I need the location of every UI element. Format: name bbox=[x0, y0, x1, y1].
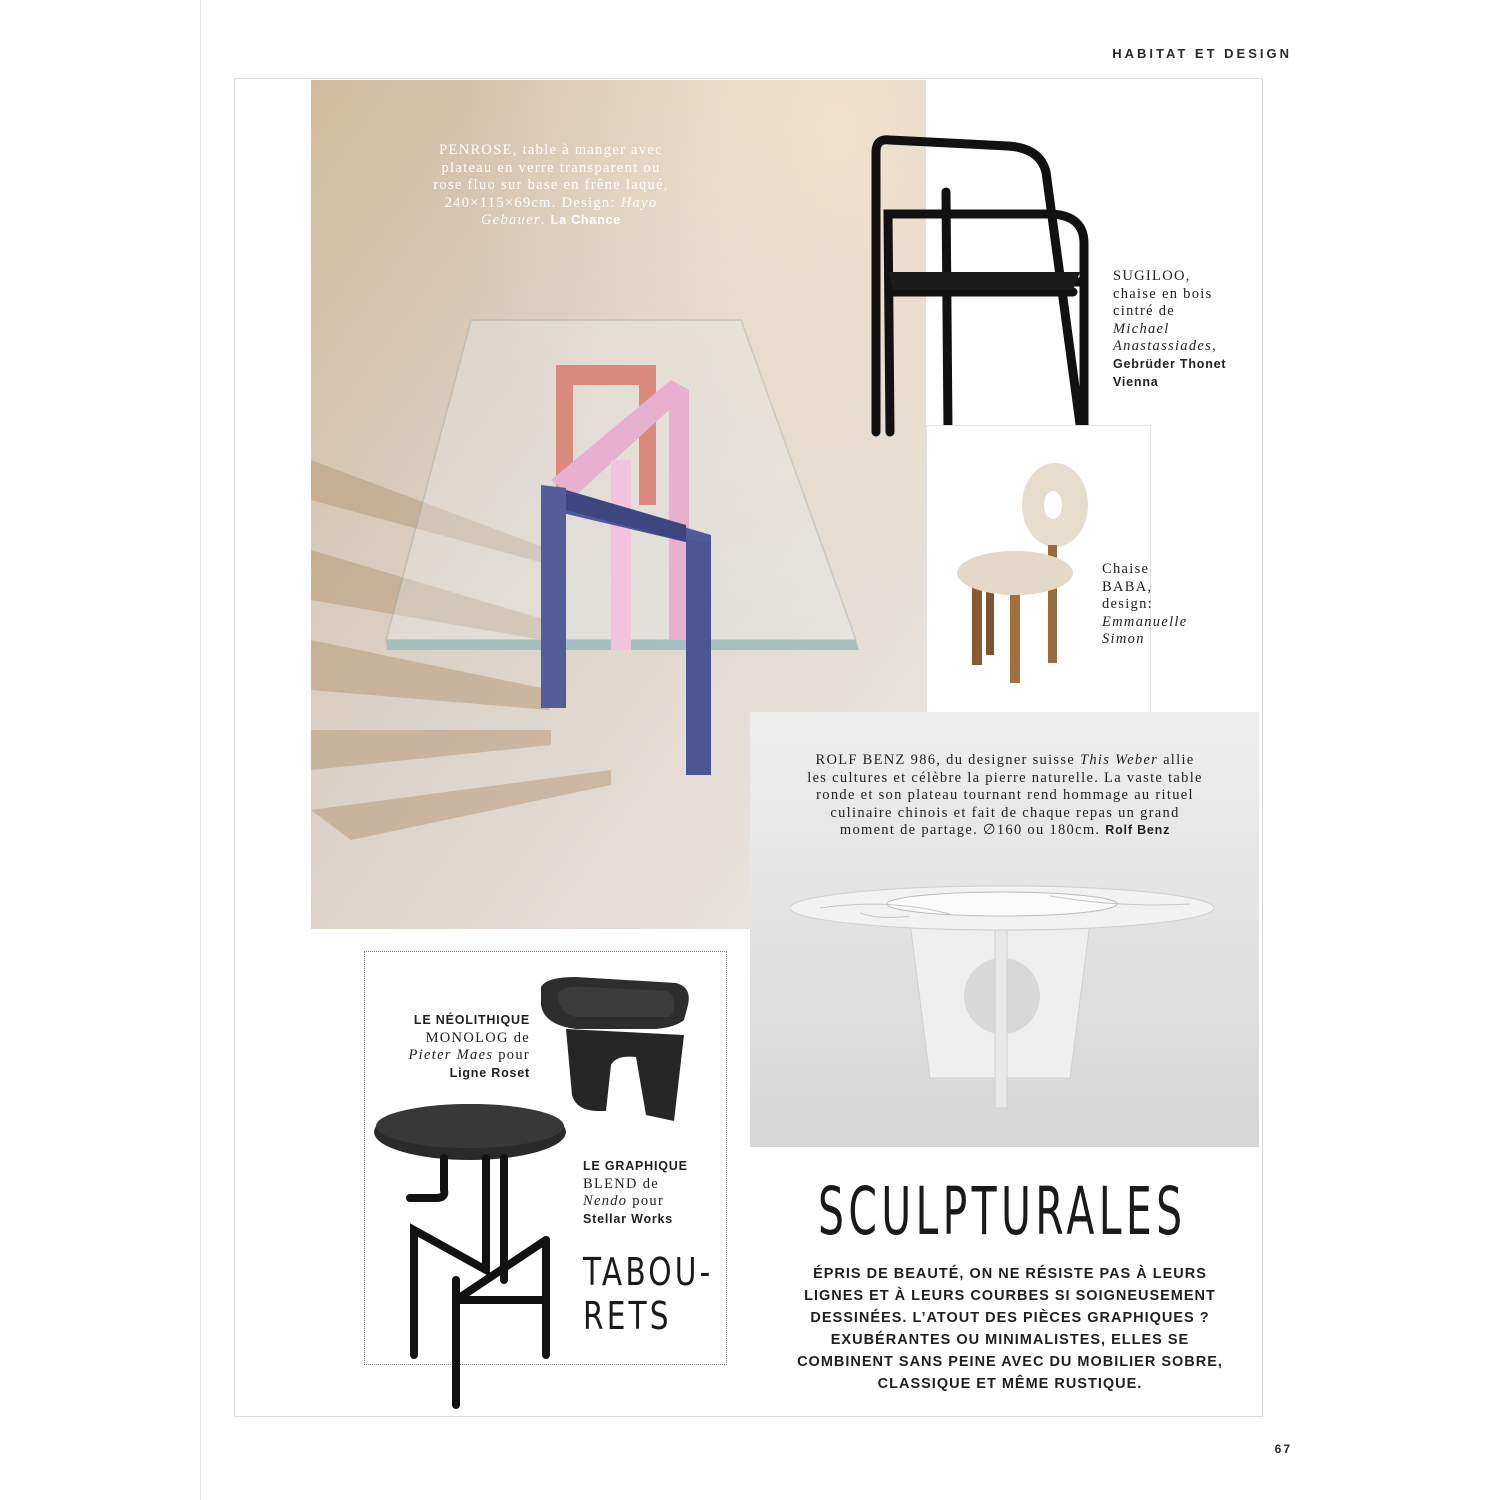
penrose-name: PENROSE bbox=[439, 142, 513, 158]
sugiloo-caption bbox=[1113, 268, 1253, 391]
penrose-text: , table à manger avec plateau en verre transparent ou rose fluo sur base en frêne laqué, 240×115×69cm. Design: bbox=[433, 142, 669, 211]
monolog-designer: Pieter Maes bbox=[408, 1047, 494, 1064]
blend-designer: Nendo bbox=[583, 1193, 628, 1210]
blend-stool-photo bbox=[366, 1100, 576, 1412]
blend-text: BLEND de bbox=[583, 1175, 660, 1192]
baba-chair-photo bbox=[950, 455, 1100, 690]
blend-caption: LE GRAPHIQUE BLEND de Nendo pour Stellar Works bbox=[583, 1158, 723, 1228]
monolog-label: LE NÉOLITHIQUE bbox=[413, 1013, 530, 1027]
intro-text: ÉPRIS DE BEAUTÉ, ON NE RÉSISTE PAS À LEURS LIGNES ET À LEURS COURBES SI SOIGNEUSEMENT DESSINÉES. L’ATOUT DES PIÈCES GRAPHIQUES ? EXUBÉRANTES OU MINIMALISTES, ELLES SE COMBINENT SANS PEINE AVEC DU MOBILIER SOBRE, CLASSIQUE ET MÊME RUSTIQUE. bbox=[797, 1266, 1223, 1392]
rolf-text-end: allie les cultures et célèbre la pierre naturelle. La vaste table ronde et son plateau tournant rend hommage au rituel culinaire chinois et fait de chaque repas un grand moment de partage. ∅160 ou 180cm. bbox=[807, 752, 1203, 839]
section-title: HABITAT ET DESIGN bbox=[1112, 46, 1292, 61]
penrose-caption: PENROSE, table à manger avec plateau en verre transparent ou rose fluo sur base en frêne laqué, 240×115×69cm. Design: Hayo Gebauer. La Chance bbox=[433, 142, 669, 229]
rolf-benz-table-photo bbox=[790, 878, 1215, 1113]
penrose-brand: La Chance bbox=[550, 213, 622, 228]
baba-text: Chaise BABA, design: bbox=[1102, 561, 1153, 613]
sugiloo-name: SUGILOO, bbox=[1113, 268, 1191, 284]
page-gutter-line bbox=[200, 0, 201, 1500]
sugiloo-text: chaise en bois cintré de bbox=[1113, 285, 1213, 320]
monolog-brand: Ligne Roset bbox=[449, 1065, 530, 1080]
rolf-text-start: ROLF BENZ 986, du designer suisse bbox=[815, 752, 1076, 768]
page-number: 67 bbox=[1274, 1442, 1292, 1456]
baba-caption bbox=[1102, 561, 1232, 649]
rolf-brand: Rolf Benz bbox=[1105, 823, 1171, 838]
penrose-designer: Hayo Gebauer bbox=[480, 194, 658, 229]
sugiloo-brand: Gebrüder Thonet Vienna bbox=[1113, 356, 1227, 389]
headline: SCULPTURALES bbox=[818, 1173, 1187, 1250]
blend-brand: Stellar Works bbox=[583, 1211, 674, 1226]
baba-designer: Emmanuelle Simon bbox=[1102, 613, 1188, 648]
sugiloo-chair-photo bbox=[848, 132, 1098, 442]
sugiloo-designer: Michael Anastassiades, bbox=[1113, 320, 1217, 355]
rolf-designer: This Weber bbox=[1080, 752, 1159, 768]
monolog-caption: LE NÉOLITHIQUE MONOLOG de Pieter Maes pour Ligne Roset bbox=[385, 1012, 530, 1082]
blend-label: LE GRAPHIQUE bbox=[583, 1159, 688, 1173]
tabourets-title: TABOU- RETS bbox=[583, 1250, 714, 1338]
monolog-text: MONOLOG de bbox=[425, 1029, 530, 1046]
rolf-benz-caption bbox=[805, 752, 1205, 840]
